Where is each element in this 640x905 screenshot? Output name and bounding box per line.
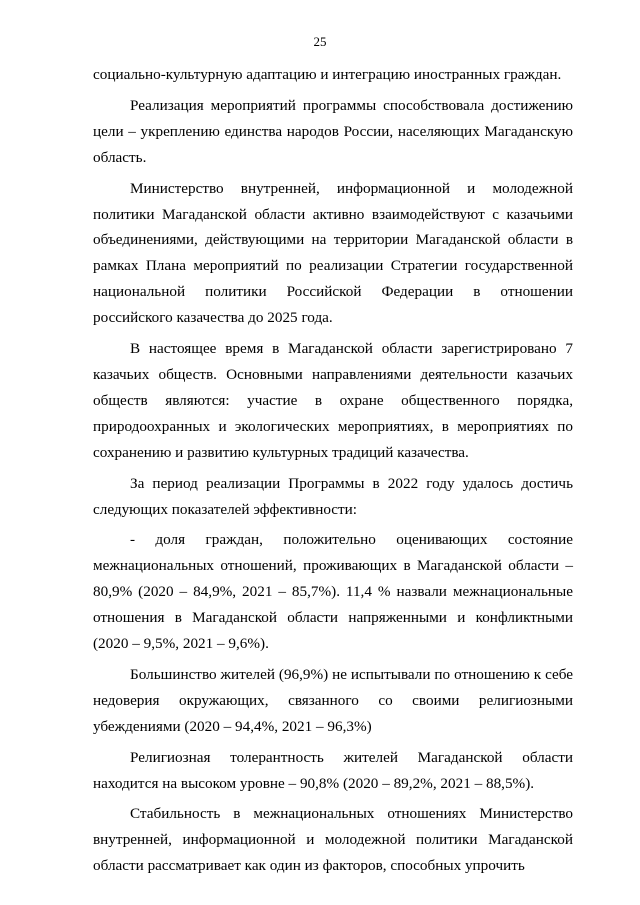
paragraph-residents-trust: Большинство жителей (96,9%) не испытывали по отношению к себе недоверия окружающих, связанного со своими религиозными убеждениями (2020 – 94,4%, 2021 – 96,3%)	[93, 665, 573, 735]
paragraph-ministry-cossacks: Министерство внутренней, информационной и молодежной политики Магаданской области активно взаимодействуют с казачьими объединениями, действующими на территории Магаданской области в рамках Плана мероприятий по реализации Стратегии государственной национальной политики Российской Федерации в отношении российского казачества до 2025 года.	[93, 179, 573, 327]
paragraph-indicator-share: - доля граждан, положительно оценивающих состояние межнациональных отношений, проживающих в Магаданской области – 80,9% (2020 – 84,9%, 2021 – 85,7%). 11,4 % назвали межнациональные отношения в Магаданской области напряженными и конфликтными (2020 – 9,5%, 2021 – 9,6%).	[93, 531, 573, 653]
paragraph-continuation: социально-культурную адаптацию и интеграцию иностранных граждан.	[93, 66, 562, 83]
paragraph-cossack-societies: В настоящее время в Магаданской области зарегистрировано 7 казачьих обществ. Основными направлениями деятельности казачьих обществ являются: участие в охране общественного порядка, природоохранных и экологических мероприятиях, в мероприятиях по сохранению и развитию культурных традиций казачества.	[93, 340, 573, 461]
document-body	[93, 62, 573, 884]
paragraph-stability: Стабильность в межнациональных отношениях Министерство внутренней, информационной и молодежной политики Магаданской области рассматривает как один из факторов, способных упрочить	[93, 805, 573, 875]
page-number: 25	[313, 34, 327, 49]
paragraph-indicators-intro: За период реализации Программы в 2022 году удалось достичь следующих показателей эффективности:	[93, 474, 573, 518]
paragraph-program-result: Реализация мероприятий программы способствовала достижению цели – укреплению единства народов России, населяющих Магаданскую область.	[93, 96, 573, 166]
paragraph-religious-tolerance: Религиозная толерантность жителей Магаданской области находится на высоком уровне – 90,8% (2020 – 89,2%, 2021 – 88,5%).	[93, 748, 573, 792]
